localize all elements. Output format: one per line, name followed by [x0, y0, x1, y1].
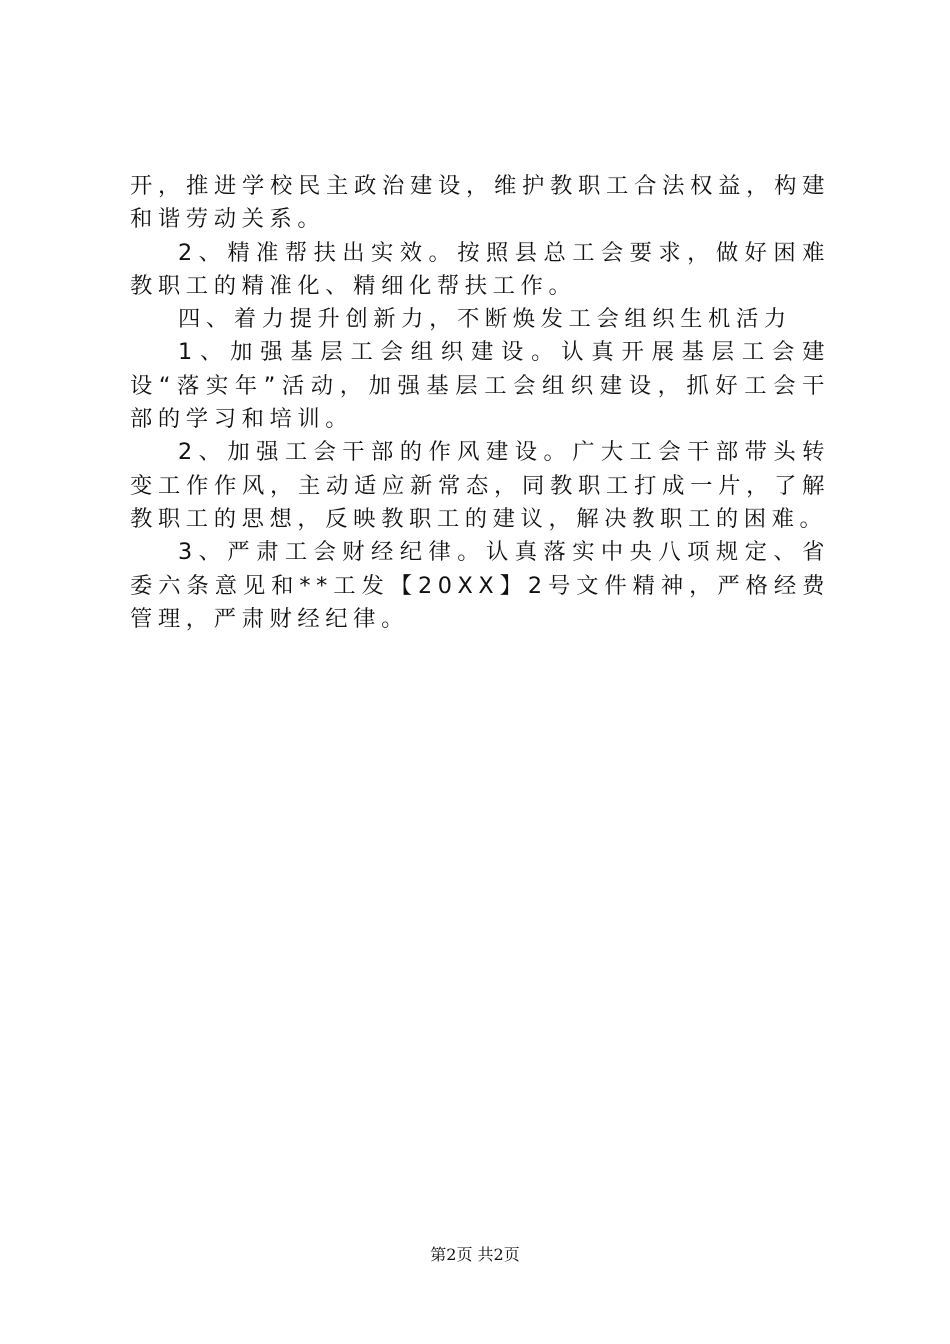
document-body: [130, 170, 830, 636]
paragraph-grassroots-organization: 1、加强基层工会组织建设。认真开展基层工会建设“落实年”活动，加强基层工会组织建设，抓好工会干部的学习和培训。: [130, 339, 830, 433]
paragraph-continuation: 开，推进学校民主政治建设，维护教职工合法权益，构建和谐劳动关系。: [130, 173, 830, 233]
paragraph-precise-assistance: 2、精准帮扶出实效。按照县总工会要求，做好困难教职工的精准化、精细化帮扶工作。: [130, 239, 830, 299]
paragraph-cadre-work-style: 2、加强工会干部的作风建设。广大工会干部带头转变工作作风，主动适应新常态，同教职工打成一片，了解教职工的思想，反映教职工的建议，解决教职工的困难。: [130, 439, 830, 532]
paragraph-financial-discipline: 3、严肃工会财经纪律。认真落实中央八项规定、省委六条意见和**工发【20XX】2号文件精神，严格经费管理，严肃财经纪律。: [130, 539, 830, 632]
page-footer: [0, 1244, 950, 1266]
page-number: 第2页 共2页: [430, 1245, 520, 1264]
section-heading-innovation: 四、着力提升创新力，不断焕发工会组织生机活力: [178, 306, 792, 333]
